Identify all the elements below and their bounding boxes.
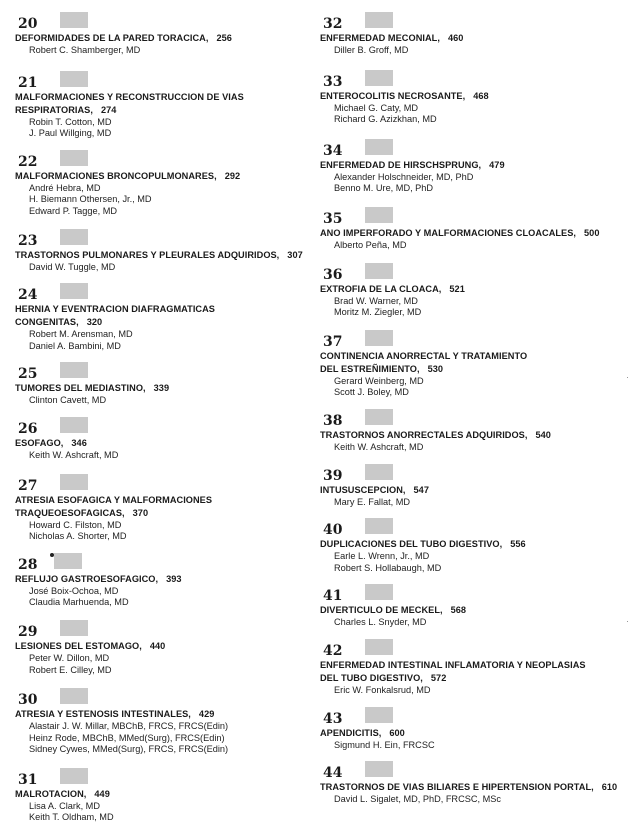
- redacted-box: [60, 768, 88, 784]
- author-name: Howard C. Filston, MD: [29, 519, 122, 530]
- chapter-entry: [15, 150, 315, 218]
- chapter-title-text: ATRESIA Y ESTENOSIS INTESTINALES,: [15, 709, 191, 720]
- chapter-number-row: [320, 139, 632, 159]
- chapter-entry: [320, 263, 632, 319]
- chapter-title-text: REFLUJO GASTROESOFAGICO,: [15, 573, 159, 584]
- chapter-entry: [320, 207, 632, 252]
- chapter-title: [320, 659, 632, 685]
- redacted-box: [54, 553, 82, 569]
- page-number: 256: [216, 33, 232, 43]
- author-name: Robert C. Shamberger, MD: [29, 45, 141, 55]
- chapter-entry: [15, 362, 315, 407]
- chapter-number-row: [15, 688, 315, 708]
- author-name: Benno M. Ure, MD, PhD: [334, 183, 434, 194]
- chapter-title-text: INTUSUSCEPCION,: [320, 484, 406, 495]
- redacted-box: [365, 409, 393, 425]
- author-name: Michael G. Caty, MD: [334, 102, 419, 113]
- chapter-title: [320, 429, 632, 442]
- chapter-title: [15, 494, 315, 520]
- margin-mark: ·: [626, 372, 629, 382]
- chapter-number-row: [15, 283, 315, 303]
- page-number: 370: [132, 507, 149, 518]
- chapter-entry: [320, 409, 632, 454]
- chapter-title: [320, 727, 632, 740]
- chapter-entry: [320, 464, 632, 509]
- author-name: Daniel A. Bambini, MD: [29, 340, 121, 351]
- chapter-title: [15, 640, 315, 653]
- chapter-number-row: [320, 639, 632, 659]
- chapter-number-row: [320, 263, 632, 283]
- chapter-title: [15, 708, 315, 721]
- page-number: 346: [71, 437, 87, 448]
- chapter-number: 44: [323, 765, 343, 782]
- chapter-title-text: ATRESIA ESOFAGICA Y MALFORMACIONES TRAQUEOESOFAGICAS,: [15, 494, 213, 518]
- chapter-title: [15, 382, 315, 395]
- author-name: Richard G. Azizkhan, MD: [334, 114, 437, 125]
- page-number: 468: [473, 90, 489, 101]
- chapter-number-row: [15, 417, 315, 437]
- page-number: 429: [198, 709, 215, 720]
- chapter-title-text: MALFORMACIONES Y RECONSTRUCCION DE VIAS RESPIRATORIAS,: [15, 91, 244, 115]
- page-number: 572: [430, 672, 447, 683]
- chapter-title-text: DEFORMIDADES DE LA PARED TORACICA,: [15, 33, 209, 43]
- page-number: 393: [166, 573, 182, 584]
- chapter-number: 31: [18, 771, 38, 788]
- author-name: Robert M. Arensman, MD: [29, 329, 133, 340]
- author-name: Alexander Holschneider, MD, PhD: [334, 171, 474, 182]
- chapter-number: 32: [323, 16, 343, 32]
- chapter-title: [15, 249, 315, 262]
- chapter-number-row: [320, 12, 632, 32]
- chapter-title-text: ENTEROCOLITIS NECROSANTE,: [320, 90, 466, 101]
- chapter-title: [320, 538, 632, 551]
- chapter-title: [15, 91, 315, 117]
- chapter-title: [320, 604, 632, 617]
- chapter-title: [320, 781, 632, 794]
- chapter-number-row: [320, 70, 632, 90]
- author-name: Alastair J. W. Millar, MBChB, FRCS, FRCS(Edin): [29, 721, 229, 732]
- redacted-box: [60, 71, 88, 87]
- author-name: David L. Sigalet, MD, PhD, FRCSC, MSc: [334, 794, 501, 805]
- chapter-title: [320, 484, 632, 497]
- chapter-title-text: TRASTORNOS DE VIAS BILIARES E HIPERTENSION PORTAL,: [320, 782, 594, 793]
- chapter-title: [15, 437, 315, 450]
- redacted-box: [365, 263, 393, 279]
- chapter-entry: [15, 283, 315, 352]
- chapter-entry: [15, 768, 315, 824]
- redacted-box: [60, 12, 88, 28]
- chapter-number: 29: [18, 623, 38, 640]
- author-name: Robin T. Cotton, MD: [29, 116, 112, 127]
- chapter-number: 22: [18, 153, 38, 170]
- chapter-number-row: [320, 707, 632, 727]
- redacted-box: [365, 639, 393, 655]
- chapter-entry: [320, 707, 632, 752]
- redacted-box: [365, 70, 393, 86]
- chapter-entry: [320, 12, 632, 57]
- chapter-number: 30: [18, 692, 38, 709]
- chapter-title: [320, 159, 632, 172]
- chapter-title-text: ESOFAGO,: [15, 437, 64, 448]
- page-number: 610: [601, 782, 618, 793]
- chapter-entry: [320, 518, 632, 574]
- author-name: Earle L. Wrenn, Jr., MD: [334, 551, 430, 562]
- chapter-title: [320, 32, 632, 45]
- author-name: José Boix-Ochoa, MD: [29, 585, 119, 596]
- chapter-entry: [320, 761, 632, 806]
- chapter-number-row: [320, 207, 632, 227]
- author-name: Robert E. Cilley, MD: [29, 664, 112, 675]
- chapter-title-text: TRASTORNOS PULMONARES Y PLEURALES ADQUIRIDOS,: [15, 249, 280, 260]
- chapter-entry: [320, 70, 632, 126]
- chapter-number: 36: [323, 266, 343, 283]
- redacted-box: [60, 417, 88, 433]
- chapter-number: 38: [323, 412, 343, 429]
- chapter-title: [15, 303, 315, 329]
- page-number: 600: [389, 727, 405, 738]
- chapter-title-text: ENFERMEDAD DE HIRSCHSPRUNG,: [320, 159, 482, 170]
- page-number: 274: [100, 104, 117, 115]
- chapter-number-row: [320, 409, 632, 429]
- page-number: 540: [535, 429, 551, 440]
- chapter-number-row: [15, 362, 315, 382]
- chapter-number: 42: [323, 642, 343, 659]
- chapter-entry: [15, 553, 315, 609]
- chapter-entry: [15, 417, 315, 462]
- chapter-number-row: [320, 330, 632, 350]
- chapter-title-text: ENFERMEDAD MECONIAL,: [320, 33, 440, 43]
- chapter-number: 21: [18, 74, 38, 91]
- chapter-entry: [320, 639, 632, 697]
- page-number: 320: [86, 317, 103, 328]
- toc-column-left: [15, 12, 315, 824]
- chapter-number-row: [15, 229, 315, 249]
- author-name: David W. Tuggle, MD: [29, 261, 116, 272]
- redacted-box: [60, 620, 88, 636]
- redacted-box: [365, 707, 393, 723]
- author-name: Edward P. Tagge, MD: [29, 205, 118, 216]
- chapter-number: 37: [323, 333, 343, 350]
- chapter-entry: [15, 12, 315, 57]
- chapter-number: 35: [323, 210, 343, 227]
- page-number: 339: [153, 383, 170, 394]
- author-name: Brad W. Warner, MD: [334, 295, 418, 306]
- author-name: Sigmund H. Ein, FRCSC: [334, 739, 435, 750]
- redacted-box: [60, 229, 88, 245]
- author-name: Claudia Marhuenda, MD: [29, 597, 129, 608]
- chapter-number: 28: [18, 556, 38, 573]
- redacted-box: [60, 474, 88, 490]
- author-name: J. Paul Willging, MD: [29, 128, 112, 139]
- chapter-number-row: [15, 474, 315, 494]
- chapter-number-row: [15, 12, 315, 32]
- chapter-number: 33: [323, 73, 343, 90]
- chapter-entry: [15, 620, 315, 676]
- chapter-entry: [15, 688, 315, 756]
- author-name: Gerard Weinberg, MD: [334, 375, 424, 386]
- author-name: Sidney Cywes, MMed(Surg), FRCS, FRCS(Edin): [29, 744, 229, 755]
- chapter-entry: [320, 139, 632, 195]
- page-number: 479: [489, 159, 505, 170]
- chapter-title: [320, 283, 632, 296]
- chapter-number-row: [320, 584, 632, 604]
- author-name: Robert S. Hollabaugh, MD: [334, 562, 442, 573]
- chapter-number-row: [15, 71, 315, 91]
- author-name: Heinz Rode, MBChB, MMed(Surg), FRCS(Edin): [29, 732, 225, 743]
- chapter-title-text: LESIONES DEL ESTOMAGO,: [15, 640, 142, 651]
- author-name: André Hebra, MD: [29, 182, 101, 193]
- margin-mark: ·: [626, 616, 629, 626]
- author-name: Clinton Cavett, MD: [29, 395, 107, 406]
- chapter-title-text: CONTINENCIA ANORRECTAL Y TRATAMIENTO DEL ESTREÑIMIENTO,: [320, 350, 528, 374]
- chapter-title-text: MALROTACION,: [15, 788, 87, 799]
- chapter-title-text: DUPLICACIONES DEL TUBO DIGESTIVO,: [320, 539, 503, 550]
- chapter-number: 43: [323, 710, 343, 727]
- author-name: Keith W. Ashcraft, MD: [29, 449, 119, 460]
- chapter-number: 25: [18, 366, 38, 383]
- chapter-title-text: ANO IMPERFORADO Y MALFORMACIONES CLOACALES,: [320, 227, 577, 238]
- page-number: 530: [427, 363, 444, 374]
- chapter-number: 23: [18, 232, 38, 249]
- author-name: Scott J. Boley, MD: [334, 387, 409, 398]
- chapter-title-text: APENDICITIS,: [320, 727, 382, 738]
- chapter-number: 34: [323, 142, 343, 159]
- chapter-title-text: HERNIA Y EVENTRACION DIAFRAGMATICAS CONGENITAS,: [15, 304, 215, 328]
- author-name: Keith W. Ashcraft, MD: [334, 441, 424, 452]
- toc-column-right: [320, 12, 632, 806]
- chapter-title-text: TRASTORNOS ANORRECTALES ADQUIRIDOS,: [320, 429, 528, 440]
- chapter-entry: [320, 584, 632, 629]
- redacted-box: [365, 139, 393, 155]
- chapter-number: 41: [323, 588, 343, 605]
- page-number: 568: [450, 605, 467, 616]
- chapter-entry: [320, 330, 632, 399]
- author-name: Nicholas A. Shorter, MD: [29, 531, 127, 542]
- author-name: Mary E. Fallat, MD: [334, 496, 411, 507]
- chapter-title: [15, 170, 315, 183]
- chapter-title-text: TUMORES DEL MEDIASTINO,: [15, 383, 146, 394]
- chapter-number: 24: [18, 287, 38, 304]
- page-number: 500: [584, 227, 600, 238]
- chapter-number-row: [320, 518, 632, 538]
- redacted-box: [365, 330, 393, 346]
- chapter-number-row: [320, 761, 632, 781]
- chapter-number-row: [15, 620, 315, 640]
- chapter-title: [15, 788, 315, 801]
- redacted-box: [60, 283, 88, 299]
- chapter-title: [320, 227, 632, 240]
- redacted-box: [365, 761, 393, 777]
- author-name: Eric W. Fonkalsrud, MD: [334, 684, 431, 695]
- chapter-number: 26: [18, 420, 38, 437]
- page-number: 521: [449, 283, 465, 294]
- chapter-entry: [15, 229, 315, 274]
- redacted-box: [60, 362, 88, 378]
- page-number: 460: [447, 33, 464, 43]
- page-number: 449: [94, 788, 110, 799]
- redacted-box: [365, 518, 393, 534]
- page-number: 307: [287, 249, 303, 260]
- chapter-title-text: EXTROFIA DE LA CLOACA,: [320, 283, 442, 294]
- chapter-title-text: DIVERTICULO DE MECKEL,: [320, 605, 443, 616]
- page-number: 440: [149, 640, 166, 651]
- chapter-number: 40: [323, 522, 343, 539]
- redacted-box: [60, 150, 88, 166]
- author-name: Peter W. Dillon, MD: [29, 652, 110, 663]
- chapter-number-row: [15, 150, 315, 170]
- chapter-title: [15, 573, 315, 586]
- author-name: Alberto Peña, MD: [334, 239, 407, 250]
- redacted-box: [365, 584, 393, 600]
- chapter-title: [320, 350, 632, 376]
- chapter-entry: [15, 474, 315, 543]
- author-name: Lisa A. Clark, MD: [29, 800, 100, 811]
- redacted-box: [60, 688, 88, 704]
- author-name: Charles L. Snyder, MD: [334, 617, 427, 628]
- redacted-box: [365, 464, 393, 480]
- chapter-number: 20: [18, 16, 38, 32]
- chapter-number-row: [320, 464, 632, 484]
- redacted-box: [365, 12, 393, 28]
- chapter-number-row: [15, 768, 315, 788]
- chapter-title-text: MALFORMACIONES BRONCOPULMONARES,: [15, 170, 217, 181]
- chapter-number-row: [15, 553, 315, 573]
- author-name: Moritz M. Ziegler, MD: [334, 307, 422, 318]
- chapter-title-text: ENFERMEDAD INTESTINAL INFLAMATORIA Y NEOPLASIAS DEL TUBO DIGESTIVO,: [320, 659, 586, 683]
- page-number: 556: [510, 539, 526, 550]
- page-number: 547: [413, 484, 429, 495]
- redacted-box: [365, 207, 393, 223]
- author-name: H. Biemann Othersen, Jr., MD: [29, 194, 152, 205]
- chapter-entry: [15, 71, 315, 140]
- chapter-title: [320, 90, 632, 103]
- chapter-number: 27: [18, 477, 38, 494]
- chapter-title: [15, 32, 315, 45]
- page-number: 292: [224, 170, 241, 181]
- author-name: Diller B. Groff, MD: [334, 45, 409, 55]
- chapter-number: 39: [323, 467, 343, 484]
- author-name: Keith T. Oldham, MD: [29, 812, 114, 823]
